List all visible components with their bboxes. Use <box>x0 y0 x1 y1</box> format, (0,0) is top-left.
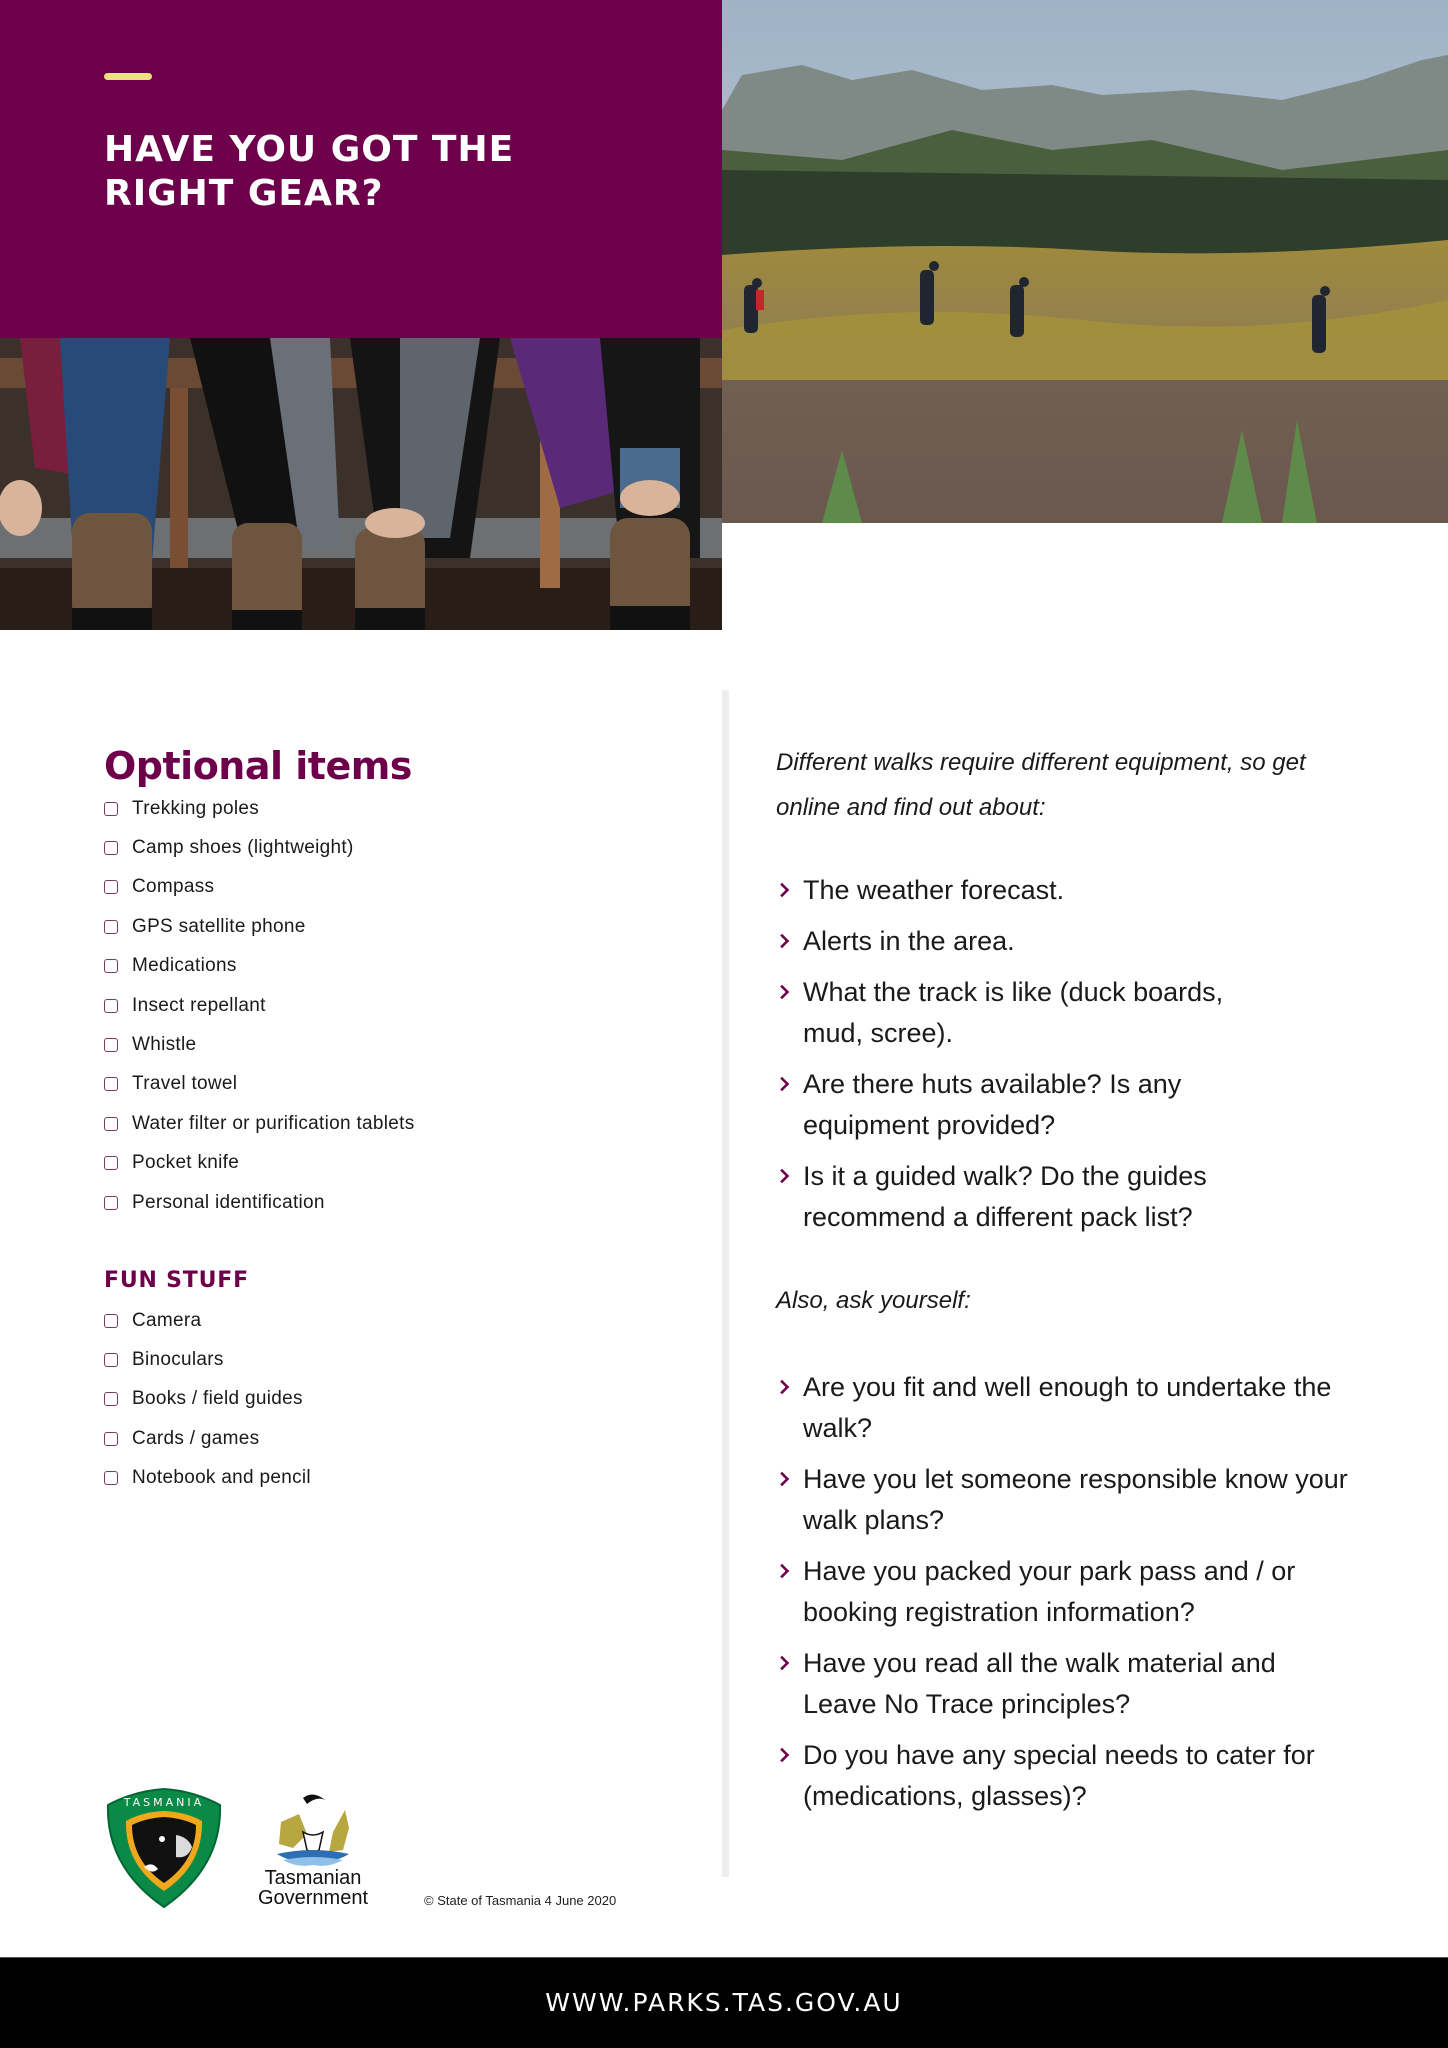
checklist-item[interactable] <box>104 1419 311 1458</box>
checkbox[interactable] <box>104 1196 118 1210</box>
checkbox[interactable] <box>104 1038 118 1052</box>
pws-logo-text: TASMANIA <box>123 1796 205 1809</box>
checklist-item[interactable] <box>104 1301 311 1340</box>
chevron-right-icon <box>775 1748 789 1762</box>
tasmanian-government-logo <box>250 1792 376 1910</box>
checklist-item-label: Camera <box>132 1309 202 1331</box>
checklist-item-label: Camp shoes (lightweight) <box>132 837 354 859</box>
checklist-item[interactable] <box>104 1459 311 1498</box>
checkbox[interactable] <box>104 920 118 934</box>
bullet-item <box>776 1064 1356 1146</box>
checklist-item[interactable] <box>104 789 415 828</box>
checklist-item-label: Personal identification <box>132 1191 325 1213</box>
page-title <box>104 128 664 216</box>
copyright-text: © State of Tasmania 4 June 2020 <box>424 1893 617 1908</box>
checkbox[interactable] <box>104 1314 118 1328</box>
chevron-right-icon <box>775 1077 789 1091</box>
checkbox[interactable] <box>104 1471 118 1485</box>
checkbox[interactable] <box>104 1156 118 1170</box>
checklist-item-label: Water filter or purification tablets <box>132 1112 415 1134</box>
chevron-right-icon <box>775 883 789 897</box>
bullet-item <box>776 1551 1356 1633</box>
checklist-item[interactable] <box>104 1025 415 1064</box>
checklist-item-label: Books / field guides <box>132 1388 303 1410</box>
tasgov-line-1: Tasmanian <box>264 1867 362 1889</box>
chevron-right-icon <box>775 1380 789 1394</box>
checklist-item[interactable] <box>104 947 415 986</box>
title-line-1: HAVE YOU GOT THE <box>104 129 515 170</box>
bullet-text: Do you have any special needs to cater for (medications, glasses)? <box>803 1740 1315 1811</box>
intro-text: Different walks require different equipment, so get online and find out about: <box>776 749 1306 821</box>
chevron-right-icon <box>775 934 789 948</box>
website-link[interactable]: WWW.PARKS.TAS.GOV.AU <box>545 1988 903 2017</box>
optional-items-heading: Optional items <box>104 744 412 788</box>
checklist-item[interactable] <box>104 1065 415 1104</box>
chevron-right-icon <box>775 1656 789 1670</box>
bullet-item <box>776 921 1356 962</box>
bullet-item <box>776 870 1356 911</box>
checklist-item[interactable] <box>104 1144 415 1183</box>
chevron-right-icon <box>775 1564 789 1578</box>
checklist-item[interactable] <box>104 868 415 907</box>
checklist-item[interactable] <box>104 1183 415 1222</box>
bullet-item <box>776 1156 1356 1238</box>
checkbox[interactable] <box>104 1353 118 1367</box>
checklist-item-label: Trekking poles <box>132 797 260 819</box>
find-out-list <box>776 870 1356 1248</box>
also-ask-text: Also, ask yourself: <box>776 1287 971 1314</box>
bullet-text: The weather forecast. <box>803 875 1065 905</box>
checklist-item-label: Travel towel <box>132 1073 238 1095</box>
boots-photo <box>0 338 722 630</box>
optional-items-list <box>104 789 415 1222</box>
checkbox[interactable] <box>104 841 118 855</box>
bullet-text: Have you let someone responsible know your walk plans? <box>803 1464 1348 1535</box>
checkbox[interactable] <box>104 1392 118 1406</box>
footer-bar <box>0 1957 1448 2048</box>
bullet-item <box>776 1643 1356 1725</box>
fun-stuff-heading: FUN STUFF <box>104 1268 249 1293</box>
checkbox[interactable] <box>104 1432 118 1446</box>
checklist-item[interactable] <box>104 1380 311 1419</box>
tasgov-line-2: Government <box>257 1887 369 1909</box>
checklist-item-label: Insect repellant <box>132 994 266 1016</box>
chevron-right-icon <box>775 1472 789 1486</box>
checklist-item-label: GPS satellite phone <box>132 915 306 937</box>
tasmanian-tiger-icon <box>273 1792 353 1868</box>
checklist-item-label: Compass <box>132 876 215 898</box>
checkbox[interactable] <box>104 880 118 894</box>
accent-bar <box>104 73 152 80</box>
checklist-item-label: Whistle <box>132 1034 197 1056</box>
checklist-item-label: Binoculars <box>132 1349 224 1371</box>
checkbox[interactable] <box>104 1077 118 1091</box>
bullet-text: Are you fit and well enough to undertake the walk? <box>803 1372 1332 1443</box>
checklist-item[interactable] <box>104 1104 415 1143</box>
checkbox[interactable] <box>104 999 118 1013</box>
bullet-text: Have you packed your park pass and / or booking registration information? <box>803 1556 1296 1627</box>
checklist-item-label: Notebook and pencil <box>132 1467 311 1489</box>
hikers-landscape-photo <box>722 0 1448 523</box>
checklist-item[interactable] <box>104 828 415 867</box>
bullet-item <box>776 1459 1356 1541</box>
checklist-item[interactable] <box>104 986 415 1025</box>
checkbox[interactable] <box>104 802 118 816</box>
checklist-item-label: Medications <box>132 955 237 977</box>
bullet-item <box>776 1735 1356 1817</box>
bullet-item <box>776 1367 1356 1449</box>
bullet-text: Are there huts available? Is any equipment provided? <box>803 1069 1182 1140</box>
bullet-text: Is it a guided walk? Do the guides recommend a different pack list? <box>803 1161 1207 1232</box>
chevron-right-icon <box>775 1169 789 1183</box>
bullet-text: What the track is like (duck boards, mud, scree). <box>803 977 1224 1048</box>
checklist-item[interactable] <box>104 907 415 946</box>
bullet-text: Alerts in the area. <box>803 926 1015 956</box>
chevron-right-icon <box>775 985 789 999</box>
ask-yourself-list <box>776 1367 1356 1827</box>
bullet-text: Have you read all the walk material and Leave No Trace principles? <box>803 1648 1276 1719</box>
checklist-item-label: Pocket knife <box>132 1152 240 1174</box>
checkbox[interactable] <box>104 1117 118 1131</box>
title-line-2: RIGHT GEAR? <box>104 173 384 214</box>
fun-stuff-list <box>104 1301 311 1498</box>
checklist-item[interactable] <box>104 1340 311 1379</box>
parks-wildlife-service-logo <box>104 1787 224 1909</box>
checkbox[interactable] <box>104 959 118 973</box>
checklist-item-label: Cards / games <box>132 1427 260 1449</box>
bullet-item <box>776 972 1356 1054</box>
column-divider <box>722 690 729 1877</box>
